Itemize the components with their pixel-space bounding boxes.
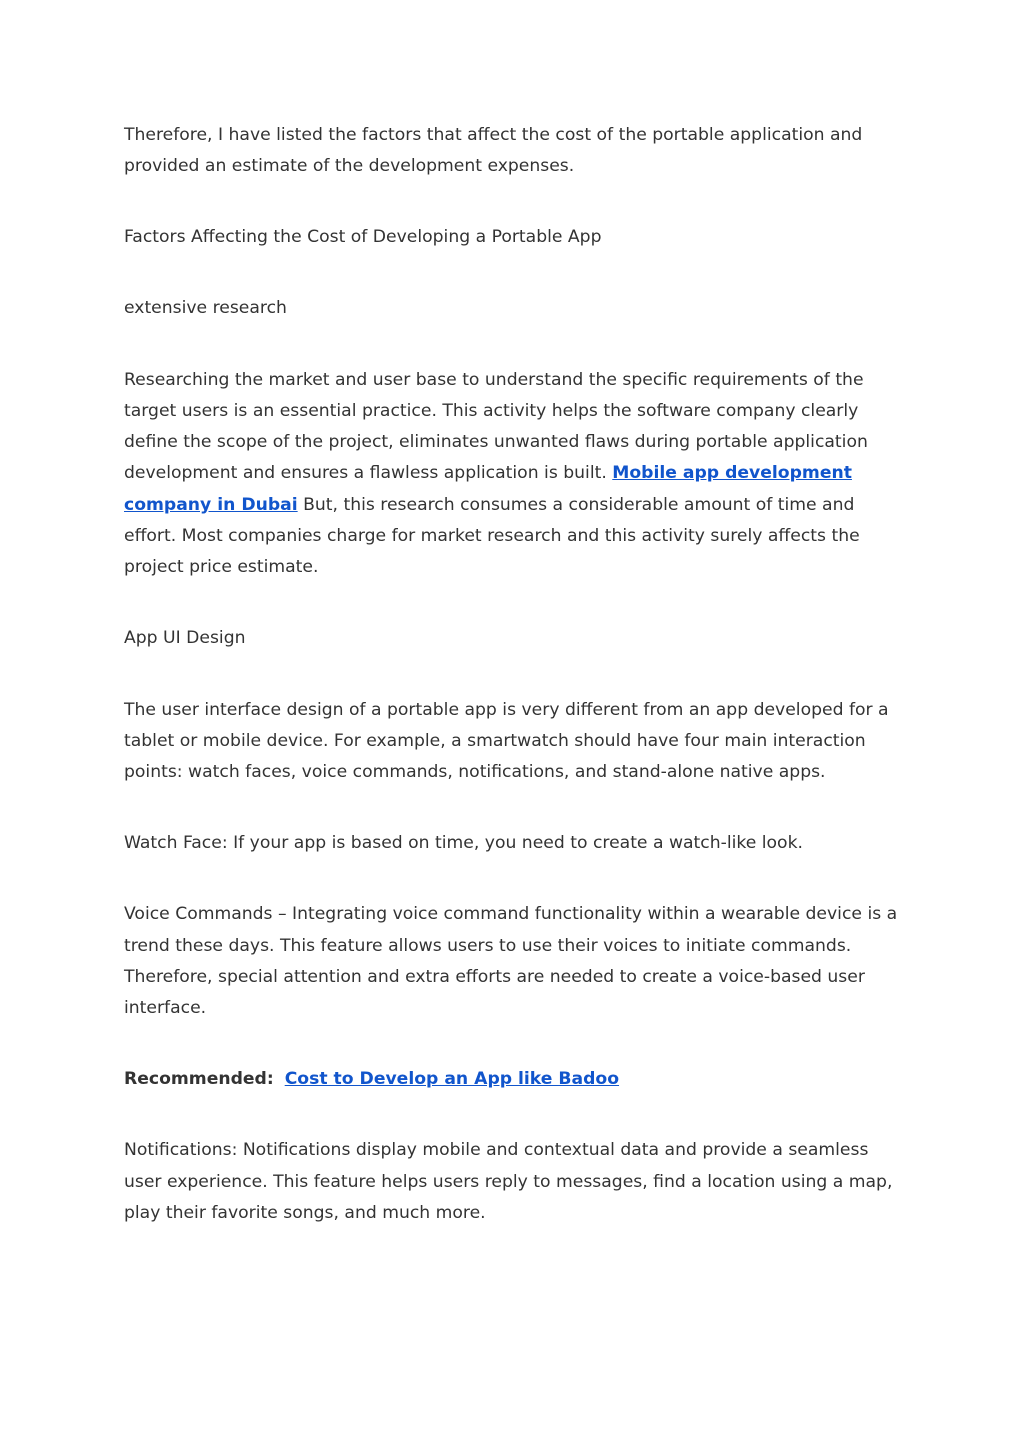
recommended-label: Recommended:: [124, 1069, 274, 1090]
intro-paragraph: Therefore, I have listed the factors that affect the cost of the portable application and provided an estimate of the development expenses.: [124, 125, 863, 177]
research-text-start: Researching the market and user base to understand the specific requirements of the target users is an essential practice. This activity helps the software company clearly define the scope of the project, eliminates unwanted flaws during portable application development and ensures a flawless application is built.: [124, 369, 868, 484]
voice-commands-paragraph: Voice Commands – Integrating voice command functionality within a wearable device is a trend these days. This feature allows users to use their voices to initiate commands. Therefore, special attention and extra efforts are needed to create a voice-based user interface.: [124, 904, 898, 1019]
ui-design-heading: App UI Design: [124, 628, 246, 649]
research-text-end: But, this research consumes a considerable amount of time and effort. Most companies charge for market research and this activity surely affects the project price estimate.: [124, 494, 860, 578]
factors-heading: Factors Affecting the Cost of Developing a Portable App: [124, 227, 602, 248]
recommended-link[interactable]: Cost to Develop an App like Badoo: [284, 1069, 620, 1090]
notifications-paragraph: Notifications: Notifications display mobile and contextual data and provide a seamless user experience. This feature helps users reply to messages, find a location using a map, play their favorite songs, and much more.: [124, 1140, 893, 1223]
document-body: [124, 120, 904, 1269]
mobile-app-development-link[interactable]: Mobile app development company in Dubai: [124, 463, 852, 515]
recommended-paragraph: [124, 1064, 904, 1095]
research-heading: extensive research: [124, 298, 287, 319]
research-paragraph: [124, 365, 904, 584]
ui-design-paragraph: The user interface design of a portable app is very different from an app developed for a tablet or mobile device. For example, a smartwatch should have four main interaction points: watch faces, voice commands, notifications, and stand-alone native apps.: [124, 699, 889, 783]
watch-face-paragraph: Watch Face: If your app is based on time, you need to create a watch-like look.: [124, 833, 803, 854]
